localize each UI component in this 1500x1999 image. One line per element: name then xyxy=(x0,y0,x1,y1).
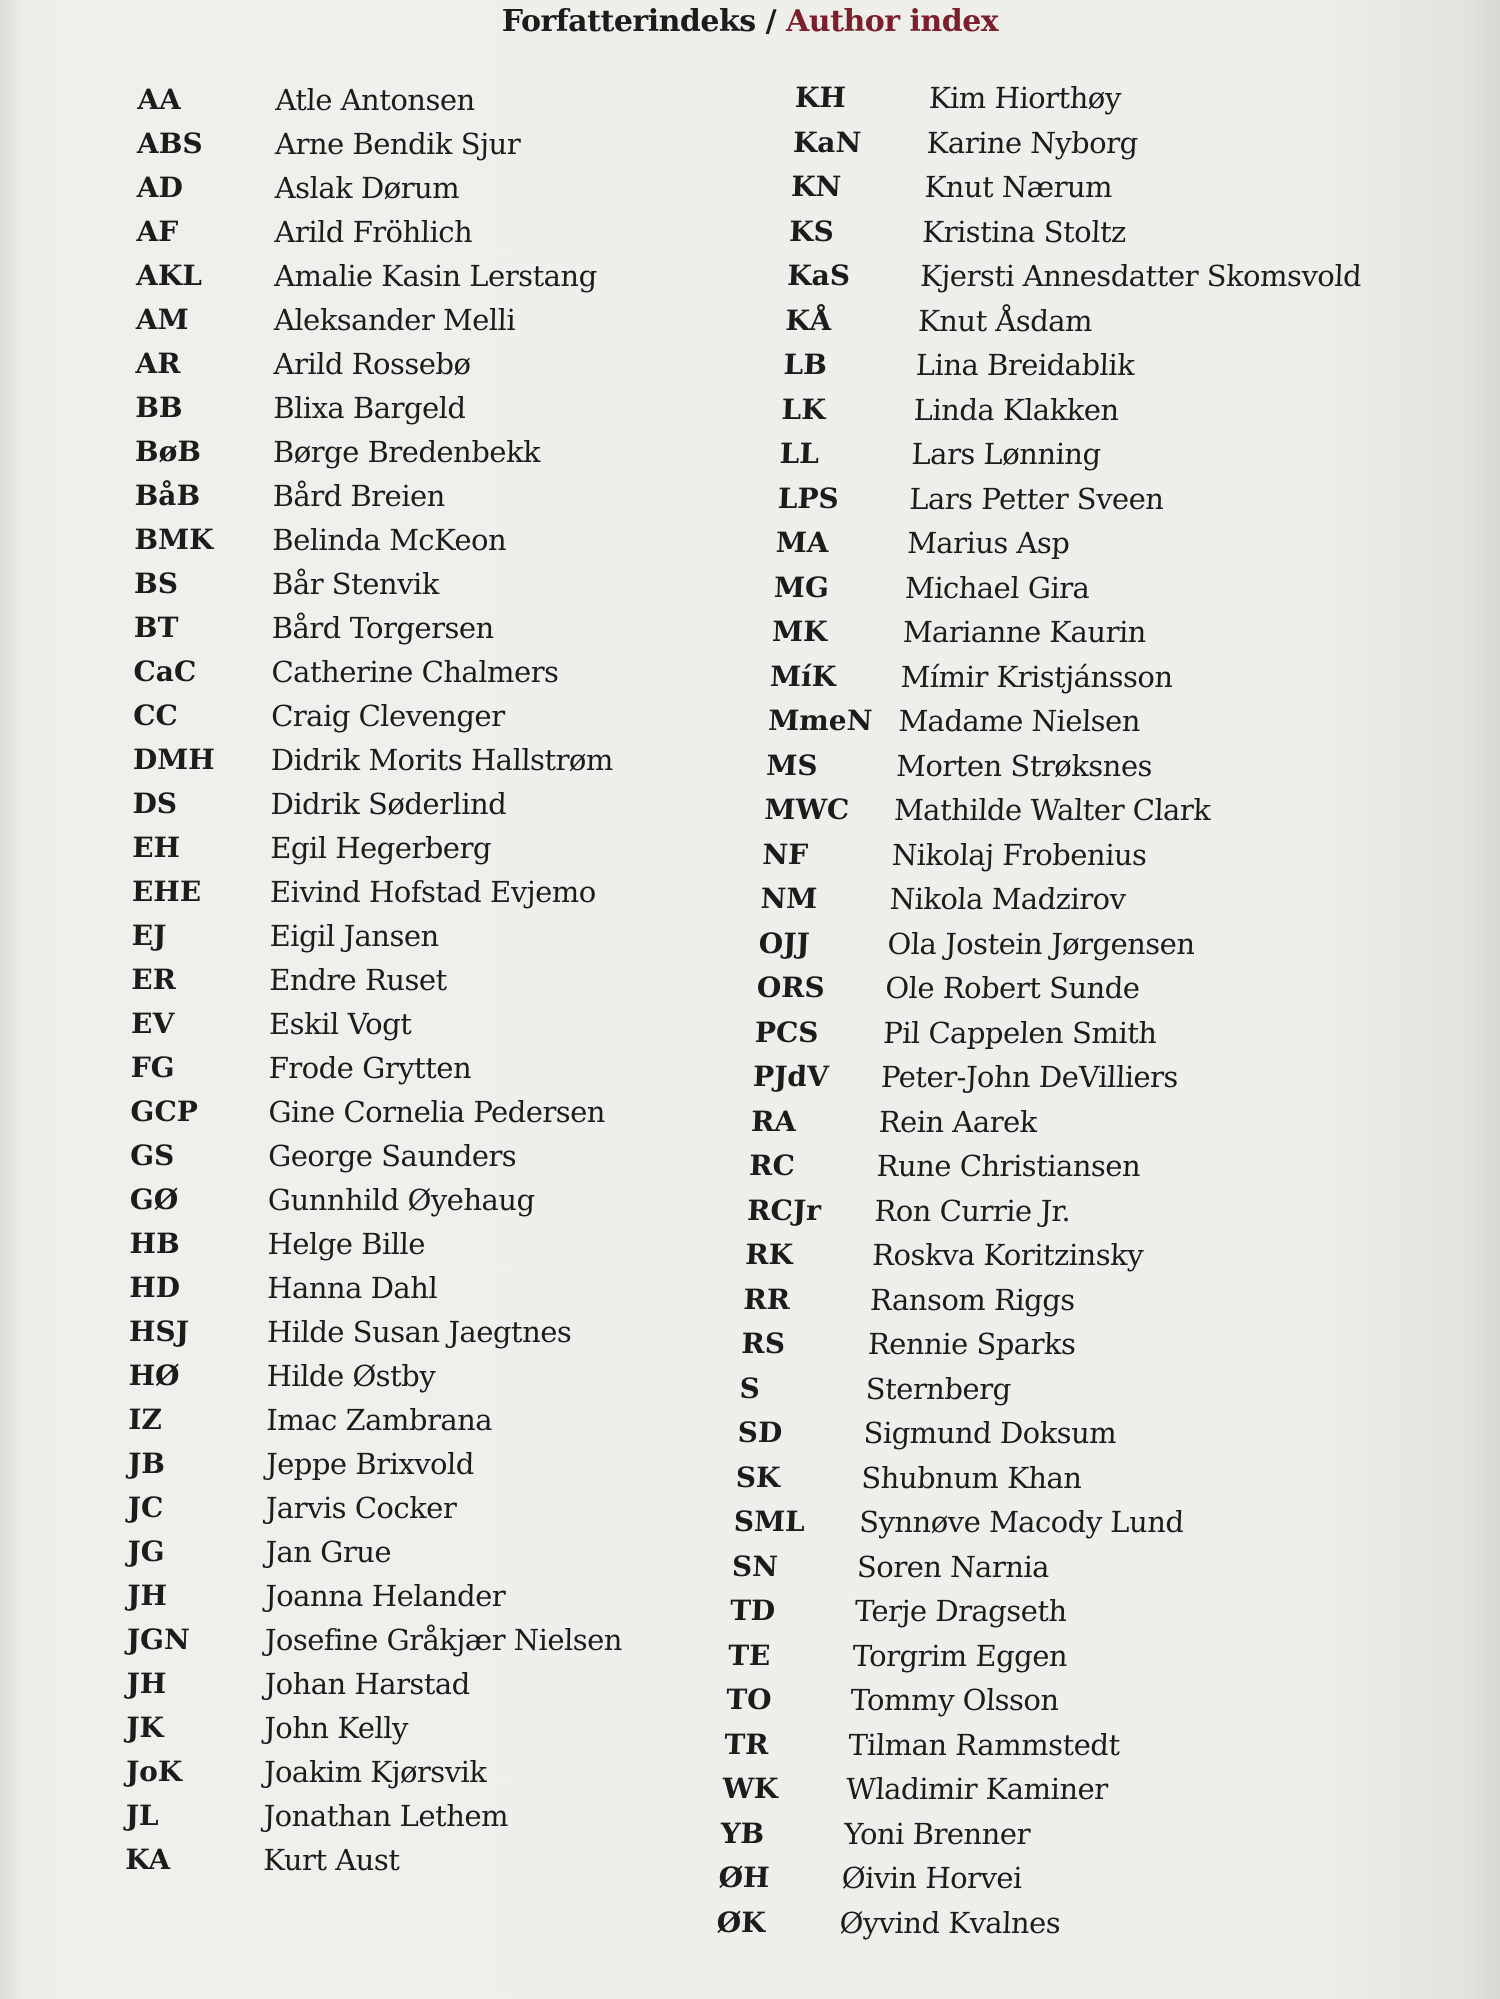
author-abbreviation: BS xyxy=(133,567,179,600)
author-name: Arild Rossebø xyxy=(273,347,471,381)
author-abbreviation: RA xyxy=(750,1104,797,1138)
author-abbreviation: RC xyxy=(748,1149,796,1182)
author-abbreviation: YB xyxy=(719,1816,765,1850)
author-name: Arild Fröhlich xyxy=(274,215,473,249)
author-abbreviation: DS xyxy=(132,787,178,820)
author-abbreviation: JoK xyxy=(125,1755,183,1788)
author-abbreviation: KN xyxy=(790,170,842,203)
author-name: Kim Hiorthøy xyxy=(928,81,1122,115)
author-name: Amalie Kasin Lerstang xyxy=(273,259,598,293)
author-name: Frode Grytten xyxy=(268,1051,472,1085)
author-abbreviation: KH xyxy=(794,81,847,114)
author-abbreviation: FG xyxy=(130,1051,175,1084)
author-abbreviation: TD xyxy=(729,1594,776,1627)
author-name: Knut Nærum xyxy=(923,170,1113,204)
author-name: Gine Cornelia Pedersen xyxy=(268,1095,606,1129)
author-name: Atle Antonsen xyxy=(275,83,476,117)
author-abbreviation: WK xyxy=(721,1772,779,1805)
author-abbreviation: BøB xyxy=(134,435,202,468)
author-abbreviation: JH xyxy=(126,1579,168,1612)
author-abbreviation: RK xyxy=(744,1238,794,1271)
author-abbreviation: MS xyxy=(765,748,819,782)
author-name: Lars Lønning xyxy=(910,437,1102,471)
author-abbreviation: JB xyxy=(127,1447,166,1480)
author-abbreviation: ER xyxy=(131,963,177,996)
author-abbreviation: HSJ xyxy=(128,1315,190,1348)
author-abbreviation: MG xyxy=(773,570,830,604)
author-abbreviation: AA xyxy=(137,83,182,116)
author-name: Hilde Østby xyxy=(266,1359,436,1393)
author-name: Bård Torgersen xyxy=(271,611,495,645)
author-abbreviation: TR xyxy=(723,1727,770,1761)
author-abbreviation: PJdV xyxy=(752,1060,830,1093)
author-abbreviation: GØ xyxy=(129,1183,179,1216)
author-name: Børge Bredenbekk xyxy=(272,435,541,469)
author-name: Gunnhild Øyehaug xyxy=(267,1183,535,1217)
author-name: Rein Aarek xyxy=(878,1104,1038,1139)
author-abbreviation: HØ xyxy=(128,1359,180,1392)
title-separator: / xyxy=(755,4,787,39)
author-name: Madame Nielsen xyxy=(897,704,1141,738)
author-name: Øivin Horvei xyxy=(841,1861,1023,1895)
author-name: Øyvind Kvalnes xyxy=(838,1905,1061,1940)
author-abbreviation: BåB xyxy=(134,479,201,512)
author-abbreviation: HB xyxy=(129,1227,181,1260)
author-abbreviation: AR xyxy=(135,347,181,380)
author-abbreviation: GCP xyxy=(130,1095,199,1128)
author-abbreviation: GS xyxy=(129,1139,175,1172)
author-abbreviation: ABS xyxy=(136,127,204,160)
author-name: Morten Strøksnes xyxy=(895,748,1153,783)
author-abbreviation: AD xyxy=(136,171,184,204)
author-name: Eskil Vogt xyxy=(268,1007,412,1041)
author-name: Torgrim Eggen xyxy=(852,1638,1068,1673)
author-name: Didrik Morits Hallstrøm xyxy=(270,743,614,777)
author-name: Eigil Jansen xyxy=(269,919,440,953)
author-name: Johan Harstad xyxy=(264,1667,471,1701)
author-name: Blixa Bargeld xyxy=(272,391,466,425)
author-name: John Kelly xyxy=(263,1711,409,1745)
author-name: Roskva Koritzinsky xyxy=(871,1238,1144,1272)
author-name: Aslak Dørum xyxy=(274,171,460,205)
author-abbreviation: JGN xyxy=(126,1623,190,1656)
author-name: Ron Currie Jr. xyxy=(873,1193,1072,1228)
author-abbreviation: BT xyxy=(133,611,179,644)
author-abbreviation: MA xyxy=(775,526,830,559)
author-abbreviation: AKL xyxy=(135,259,203,292)
author-name: Yoni Brenner xyxy=(843,1816,1031,1851)
author-name: Nikola Madzirov xyxy=(889,882,1127,916)
author-abbreviation: BMK xyxy=(134,523,214,556)
author-abbreviation: SD xyxy=(737,1416,783,1449)
author-name: Mímir Kristjánsson xyxy=(899,659,1174,694)
author-name: Lars Petter Sveen xyxy=(908,481,1165,516)
author-name: Sternberg xyxy=(865,1371,1012,1406)
author-name: Aleksander Melli xyxy=(273,303,516,337)
author-name: Kjersti Annesdatter Skomsvold xyxy=(919,259,1362,293)
author-name: Linda Klakken xyxy=(913,392,1120,427)
author-abbreviation: MmeN xyxy=(767,704,873,737)
author-abbreviation: TO xyxy=(725,1683,773,1716)
author-abbreviation: SK xyxy=(735,1460,782,1494)
author-abbreviation: EV xyxy=(130,1007,175,1040)
author-name: Egil Hegerberg xyxy=(269,831,492,865)
author-abbreviation: JL xyxy=(125,1799,159,1832)
author-name: Peter-John DeVilliers xyxy=(880,1060,1179,1094)
author-name: Ransom Riggs xyxy=(869,1282,1076,1317)
author-abbreviation: AM xyxy=(135,303,189,336)
author-name: Catherine Chalmers xyxy=(271,655,559,689)
author-abbreviation: ØH xyxy=(718,1861,771,1894)
author-name: Belinda McKeon xyxy=(272,523,507,557)
author-name: Bår Stenvik xyxy=(271,567,440,601)
author-name: Jonathan Lethem xyxy=(263,1799,509,1833)
author-name: Terje Dragseth xyxy=(854,1594,1068,1628)
author-abbreviation: RCJr xyxy=(746,1193,822,1227)
author-name: George Saunders xyxy=(267,1139,517,1173)
author-abbreviation: TE xyxy=(727,1638,772,1672)
author-name: Imac Zambrana xyxy=(266,1403,493,1437)
title-english: Author index xyxy=(786,4,999,39)
author-name: Soren Narnia xyxy=(856,1549,1050,1584)
author-abbreviation: KÅ xyxy=(784,303,833,337)
author-name: Didrik Søderlind xyxy=(270,787,507,821)
author-abbreviation: MíK xyxy=(769,659,837,693)
author-name: Pil Cappelen Smith xyxy=(882,1015,1158,1050)
author-abbreviation: AF xyxy=(136,215,179,248)
author-name: Ole Robert Sunde xyxy=(884,971,1141,1005)
author-name: Josefine Gråkjær Nielsen xyxy=(264,1623,623,1657)
author-name: Helge Bille xyxy=(267,1227,426,1261)
author-name: Sigmund Doksum xyxy=(862,1416,1117,1450)
author-name: Eivind Hofstad Evjemo xyxy=(269,875,597,909)
author-abbreviation: JC xyxy=(127,1491,164,1524)
title-norwegian: Forfatterindeks xyxy=(501,4,756,39)
author-abbreviation: HD xyxy=(128,1271,181,1304)
author-abbreviation: RR xyxy=(742,1282,791,1316)
author-name: Knut Åsdam xyxy=(917,303,1093,338)
author-name: Rennie Sparks xyxy=(867,1327,1077,1361)
author-abbreviation: CaC xyxy=(133,655,197,688)
author-abbreviation: DMH xyxy=(132,743,215,776)
author-name: Jarvis Cocker xyxy=(265,1491,457,1525)
author-abbreviation: BB xyxy=(134,391,183,424)
author-name: Mathilde Walter Clark xyxy=(893,793,1212,827)
author-abbreviation: EHE xyxy=(131,875,202,908)
author-abbreviation: MK xyxy=(771,615,829,648)
author-name: Wladimir Kaminer xyxy=(845,1772,1109,1806)
author-name: Jan Grue xyxy=(265,1535,392,1569)
author-abbreviation: SN xyxy=(731,1549,779,1583)
author-abbreviation: PCS xyxy=(754,1015,820,1049)
author-abbreviation: EH xyxy=(131,831,181,864)
author-name: Karine Nyborg xyxy=(926,125,1139,160)
author-abbreviation: S xyxy=(738,1371,761,1405)
author-name: Arne Bendik Sjur xyxy=(274,127,521,161)
author-abbreviation: JK xyxy=(125,1711,165,1744)
author-abbreviation: LL xyxy=(779,437,820,470)
author-abbreviation: MWC xyxy=(763,793,850,826)
author-name: Joakim Kjørsvik xyxy=(263,1755,487,1789)
author-name: Joanna Helander xyxy=(264,1579,506,1613)
author-name: Tilman Rammstedt xyxy=(847,1727,1121,1762)
author-abbreviation: KaN xyxy=(792,125,862,159)
author-abbreviation: OJJ xyxy=(758,926,811,960)
author-name: Endre Ruset xyxy=(269,963,448,997)
author-name: Synnøve Macody Lund xyxy=(858,1505,1185,1539)
author-abbreviation: CC xyxy=(132,699,179,732)
author-abbreviation: RS xyxy=(740,1327,786,1360)
author-name: Tommy Olsson xyxy=(849,1683,1060,1717)
author-name: Nikolaj Frobenius xyxy=(891,837,1148,872)
author-abbreviation: JH xyxy=(126,1667,167,1700)
author-name: Marianne Kaurin xyxy=(902,615,1147,649)
author-name: Kurt Aust xyxy=(262,1843,400,1877)
author-abbreviation: KA xyxy=(125,1843,171,1876)
author-abbreviation: EJ xyxy=(131,919,167,952)
author-abbreviation: LK xyxy=(781,392,827,426)
author-name: Michael Gira xyxy=(904,570,1091,605)
author-abbreviation: KS xyxy=(788,214,835,248)
author-name: Jeppe Brixvold xyxy=(265,1447,475,1481)
author-abbreviation: KaS xyxy=(786,259,851,292)
author-name: Bård Breien xyxy=(272,479,446,513)
author-abbreviation: JG xyxy=(127,1535,165,1568)
author-abbreviation: NF xyxy=(761,837,809,871)
author-name: Shubnum Khan xyxy=(860,1460,1083,1495)
author-abbreviation: ORS xyxy=(756,971,826,1004)
author-abbreviation: IZ xyxy=(128,1403,163,1436)
author-name: Hanna Dahl xyxy=(266,1271,438,1305)
author-abbreviation: SML xyxy=(733,1505,806,1538)
author-name: Rune Christiansen xyxy=(876,1149,1141,1183)
author-name: Lina Breidablik xyxy=(915,348,1135,382)
page-title xyxy=(0,0,1500,44)
author-abbreviation: NM xyxy=(760,882,818,915)
author-name: Marius Asp xyxy=(906,526,1071,560)
author-abbreviation: LB xyxy=(782,348,828,381)
author-name: Hilde Susan Jaegtnes xyxy=(266,1315,572,1349)
author-name: Kristina Stoltz xyxy=(921,214,1127,249)
author-name: Craig Clevenger xyxy=(270,699,505,733)
author-abbreviation: LPS xyxy=(777,481,840,515)
author-name: Ola Jostein Jørgensen xyxy=(886,926,1196,961)
author-abbreviation: ØK xyxy=(716,1905,767,1939)
